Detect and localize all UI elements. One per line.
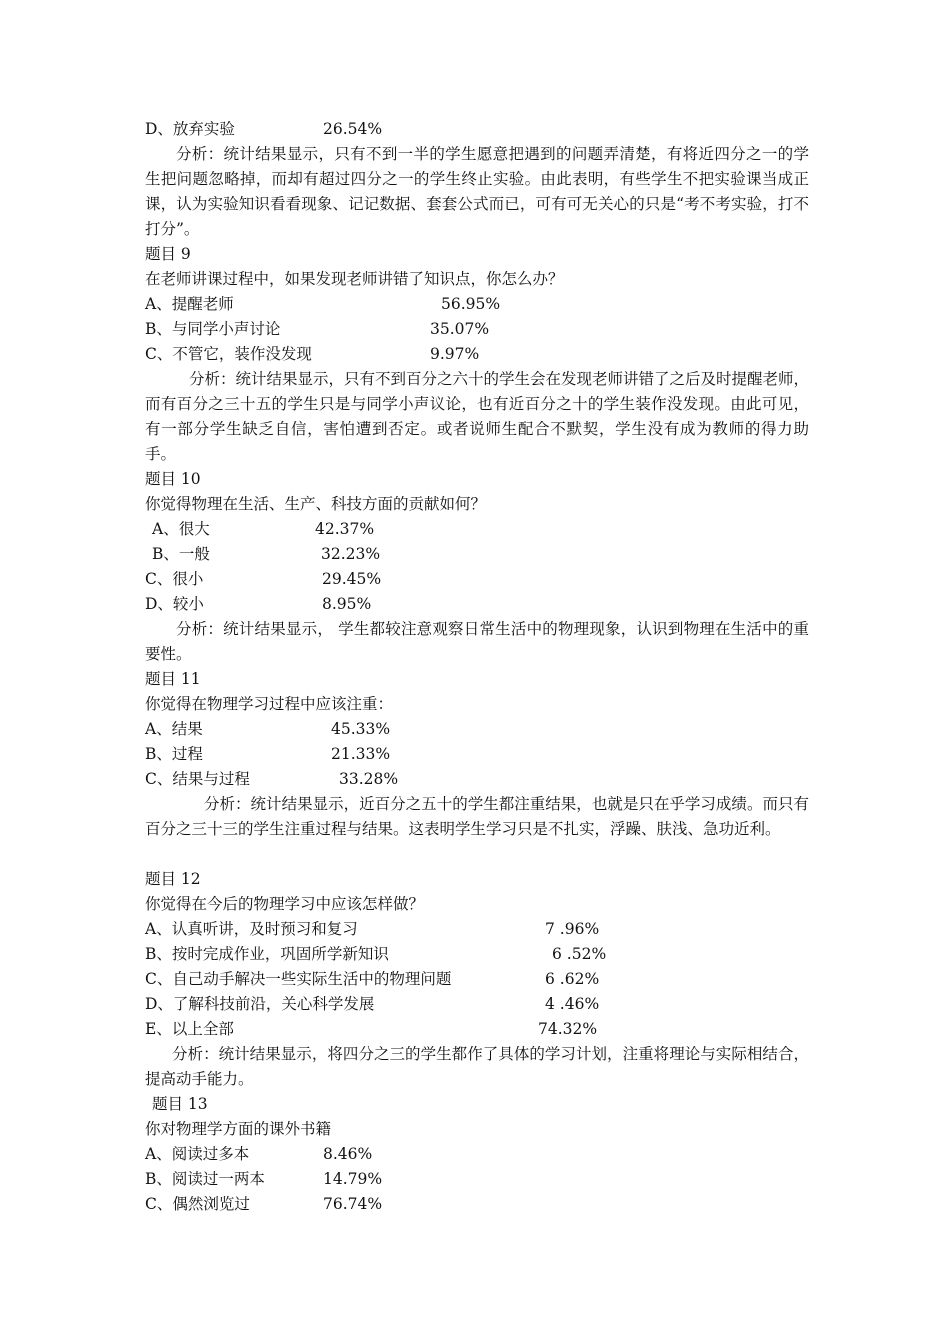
option-label: B、过程: [145, 745, 203, 763]
option-label: B、与同学小声讨论: [145, 320, 281, 338]
option-label: B、阅读过一两本: [145, 1170, 265, 1188]
option-label: C、偶然浏览过: [145, 1195, 250, 1213]
option-percent: 74.32%: [538, 1020, 598, 1038]
question-heading: 题目 9: [145, 245, 191, 263]
analysis-paragraph: 分析：统计结果显示，只有不到百分之六十的学生会在发现老师讲错了之后及时提醒老师，而有百分之三十五的学生只是与同学小声议论，也有近百分之十的学生装作没发现。由此可见，有一部分学生缺乏自信，害怕遭到否定。或者说师生配合不默契，学生没有成为教师的得力助手。: [145, 370, 810, 463]
option-percent: 7 .96%: [545, 920, 600, 938]
option-label: E、以上全部: [145, 1020, 234, 1038]
option-percent: 21.33%: [331, 745, 391, 763]
option-label: B、一般: [152, 545, 210, 563]
option-row: [145, 567, 382, 592]
option-row: [145, 967, 600, 992]
option-percent: 45.33%: [331, 720, 391, 738]
option-label: C、自己动手解决一些实际生活中的物理问题: [145, 970, 452, 988]
option-percent: 4 .46%: [545, 995, 600, 1013]
option-row: [145, 1017, 598, 1042]
option-percent: 32.23%: [321, 545, 381, 563]
option-row: [145, 1192, 383, 1217]
option-percent: 9.97%: [430, 345, 480, 363]
option-percent: 76.74%: [323, 1195, 383, 1213]
option-percent: 6 .52%: [552, 945, 607, 963]
question-text: 你对物理学方面的课外书籍: [145, 1120, 332, 1138]
option-percent: 26.54%: [323, 120, 383, 138]
option-row: [145, 1167, 383, 1192]
question-text: 你觉得在今后的物理学习中应该怎样做？: [145, 895, 425, 913]
option-row: [145, 742, 391, 767]
option-label: A、阅读过多本: [145, 1145, 250, 1163]
option-percent: 42.37%: [315, 520, 375, 538]
option-percent: 29.45%: [322, 570, 382, 588]
option-percent: 33.28%: [339, 770, 399, 788]
option-label: C、很小: [145, 570, 204, 588]
option-label: A、很大: [152, 520, 210, 538]
option-label: B、按时完成作业，巩固所学新知识: [145, 945, 389, 963]
question-text: 你觉得物理在生活、生产、科技方面的贡献如何？: [145, 495, 487, 513]
option-label: C、结果与过程: [145, 770, 250, 788]
question-text: 你觉得在物理学习过程中应该注重：: [145, 695, 394, 713]
question-heading: 题目 10: [145, 470, 201, 488]
option-row: [145, 317, 490, 342]
option-percent: 56.95%: [441, 295, 501, 313]
option-row: [145, 717, 391, 742]
option-label: C、不管它，装作没发现: [145, 345, 312, 363]
option-percent: 8.95%: [322, 595, 372, 613]
option-row: [145, 292, 501, 317]
option-row: [145, 942, 607, 967]
option-label: D、放弃实验: [145, 120, 235, 138]
analysis-paragraph: 分析：统计结果显示，将四分之三的学生都作了具体的学习计划，注重将理论与实际相结合，提高动手能力。: [145, 1045, 809, 1088]
analysis-paragraph: 分析：统计结果显示，近百分之五十的学生都注重结果，也就是只在乎学习成绩。而只有百分之三十三的学生注重过程与结果。这表明学生学习只是不扎实，浮躁、肤浅、急功近利。: [145, 795, 809, 838]
option-row: [152, 517, 375, 542]
option-row: [145, 767, 399, 792]
question-heading: 题目 11: [145, 670, 201, 688]
question-heading: 题目 13: [152, 1095, 208, 1113]
option-label: D、了解科技前沿，关心科学发展: [145, 995, 375, 1013]
option-label: A、结果: [145, 720, 203, 738]
option-percent: 8.46%: [323, 1145, 373, 1163]
analysis-paragraph: 分析：统计结果显示， 学生都较注意观察日常生活中的物理现象，认识到物理在生活中的重要性。: [145, 620, 809, 663]
option-row: [145, 917, 600, 942]
option-label: A、认真听讲，及时预习和复习: [145, 920, 358, 938]
question-text: 在老师讲课过程中，如果发现老师讲错了知识点，你怎么办？: [145, 270, 564, 288]
option-row: [145, 117, 383, 142]
option-label: A、提醒老师: [145, 295, 234, 313]
option-label: D、较小: [145, 595, 204, 613]
option-row: [145, 992, 600, 1017]
option-percent: 35.07%: [430, 320, 490, 338]
option-row: [145, 342, 480, 367]
option-row: [152, 542, 381, 567]
option-row: [145, 592, 372, 617]
analysis-paragraph: 分析：统计结果显示，只有不到一半的学生愿意把遇到的问题弄清楚，有将近四分之一的学生把问题忽略掉，而却有超过四分之一的学生终止实验。由此表明，有些学生不把实验课当成正课，认为实验知识看看现象、记记数据、套套公式而已，可有可无关心的只是“考不考实验，打不打分”。: [145, 145, 809, 238]
question-heading: 题目 12: [145, 870, 201, 888]
option-percent: 14.79%: [323, 1170, 383, 1188]
option-percent: 6 .62%: [545, 970, 600, 988]
option-row: [145, 1142, 373, 1167]
